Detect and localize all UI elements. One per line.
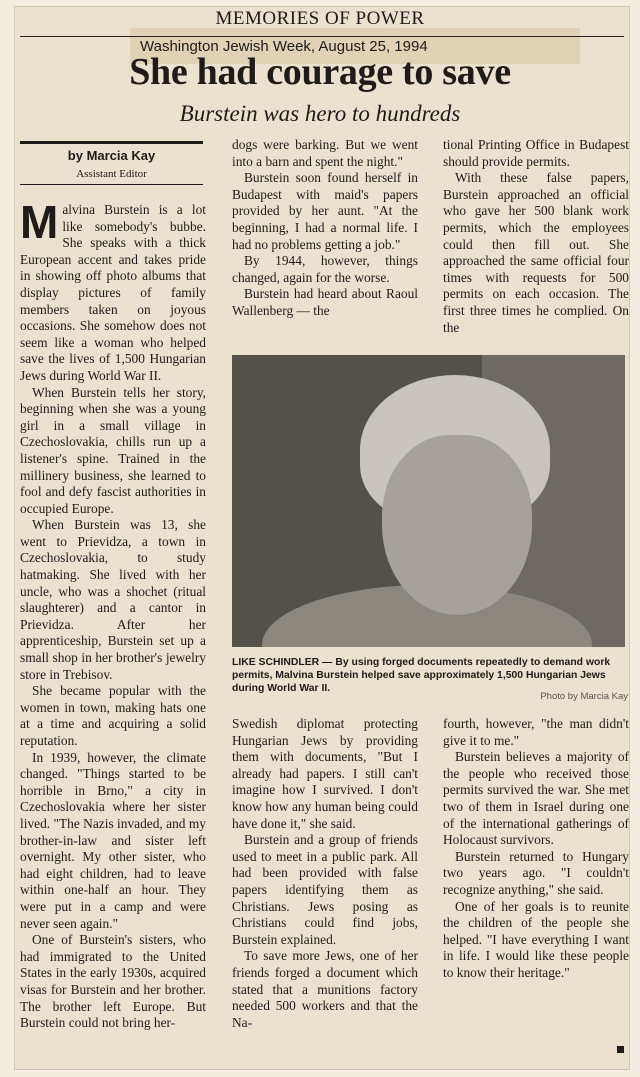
paragraph: She became popular with the women in town, making hats one at a time and acquiring a solid reputation.	[20, 683, 206, 748]
byline: by Marcia Kay	[67, 148, 156, 163]
photo-caption: LIKE SCHINDLER — By using forged documents repeatedly to demand work permits, Malvina Burstein helped save approximately 1,500 Hungarian Jews during World War II.	[232, 657, 611, 694]
paragraph: Burstein soon found herself in Budapest with maid's papers provided by her aunt. "At the beginning, I had a normal life. I had no problems getting a job."	[232, 170, 418, 252]
byline-role: Assistant Editor	[76, 168, 147, 180]
paragraph: Burstein had heard about Raoul Wallenberg — the	[232, 286, 418, 318]
end-mark	[617, 1046, 624, 1053]
paragraph: When Burstein tells her story, beginning when she was a young girl in a small village in Czechoslovakia, chills run up a listener's spine. Trained in the millinery business, she learned to fool and defy fascist authorities in occupied Europe.	[20, 384, 206, 516]
paragraph: To save more Jews, one of her friends forged a document which stated that a munitions factory needed 500 workers and that the Na-	[232, 948, 418, 1030]
drop-cap: M	[20, 196, 59, 248]
column-1	[20, 196, 206, 1032]
paragraph: By 1944, however, things changed, again for the worse.	[232, 253, 418, 285]
photo-credit: Photo by Marcia Kay	[540, 691, 628, 702]
byline-rule-bottom	[20, 184, 203, 185]
paragraph: Burstein and a group of friends used to meet in a public park. All had been provided with false papers identifying them as Christians. Jews posing as Christians could find jobs, Burstein explained.	[232, 832, 418, 947]
paragraph-text: alvina Burstein is a lot like somebody's bubbe. She speaks with a thick European accent and takes pride in showing off photo albums that display pictures of family members taken on joyous occasions. She somehow does not seem like a woman who helped save the lives of 1,500 Hungarian Jews during World War II.	[20, 202, 206, 383]
paragraph: One of Burstein's sisters, who had immigrated to the United States in the early 1930s, acquired visas for Burstein and her brother. The brother left Europe. But Burstein could not bring her-	[20, 932, 206, 1031]
paragraph: tional Printing Office in Budapest should provide permits.	[443, 137, 629, 169]
byline-rule-top	[20, 141, 203, 144]
section-label: MEMORIES OF POWER	[215, 8, 425, 29]
paragraph: Swedish diplomat protecting Hungarian Jews by providing them with documents, "But I already had papers. I still can't imagine how I survived. I don't know how any human being could have done it," she said.	[232, 716, 418, 831]
source-line: Washington Jewish Week, August 25, 1994	[140, 38, 428, 55]
photo-face	[382, 435, 532, 615]
paragraph: One of her goals is to reunite the children of the people she helped. "I have everything I want in life. I would like these people to know their heritage."	[443, 898, 629, 980]
paragraph	[20, 196, 206, 385]
paragraph: fourth, however, "the man didn't give it to me."	[443, 716, 629, 748]
paragraph: Burstein believes a majority of the people who received those permits survived the war. She met two of them in Israel during one of the international gatherings of Holocaust survivors.	[443, 749, 629, 848]
top-rule	[20, 36, 624, 37]
column-3-bottom	[443, 716, 629, 982]
subheadline: Burstein was hero to hundreds	[179, 101, 461, 126]
paragraph: Burstein returned to Hungary two years ago. "I couldn't recognize anything," she said.	[443, 848, 629, 897]
paragraph: When Burstein was 13, she went to Prievidza, a town in Czechoslovakia, to study hatmaking. She lived with her uncle, who was a shochet (ritual slaughterer) and a cantor in Prievidza. After her apprenticeship, Burstein set up a small shop in her brother's jewelry store in Trebisov.	[20, 517, 206, 682]
headline: She had courage to save	[129, 51, 511, 93]
column-2-bottom	[232, 716, 418, 1031]
column-2-top	[232, 137, 418, 320]
paragraph: With these false papers, Burstein approached an official who gave her 500 blank work permits, which the employees could then fill out. She approached the same official four times with requests for 500 permits on each occasion. The first three times he complied. On the	[443, 170, 629, 335]
portrait-photo	[232, 355, 625, 647]
paragraph: dogs were barking. But we went into a barn and spent the night."	[232, 137, 418, 169]
column-3-top	[443, 137, 629, 336]
paragraph: In 1939, however, the climate changed. "Things started to be horrible in Brno," a city in Czechoslovakia where her sister lived. "The Nazis invaded, and my brother-in-law and sister left overnight. My other sister, who had eight children, had to leave within one-half an hour. They were put in a camp and were never seen again."	[20, 749, 206, 931]
